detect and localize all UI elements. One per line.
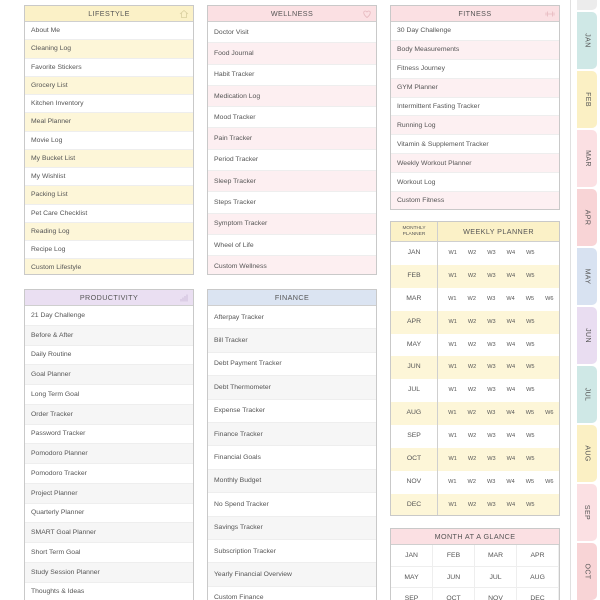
week-link[interactable]: W3 bbox=[487, 341, 496, 348]
week-links bbox=[438, 448, 559, 471]
week-link[interactable]: W2 bbox=[467, 364, 477, 371]
finance-item[interactable]: Subscription Tracker bbox=[208, 540, 376, 563]
weekly-row bbox=[391, 471, 559, 494]
glance-month-link[interactable]: JAN bbox=[391, 545, 433, 567]
productivity-item[interactable]: Order Tracker bbox=[25, 405, 193, 425]
month-link[interactable]: MAY bbox=[391, 334, 438, 357]
week-link[interactable]: W2 bbox=[467, 456, 477, 463]
wellness-panel bbox=[207, 5, 377, 275]
finance-item[interactable]: Custom Finance bbox=[208, 587, 376, 600]
week-link[interactable]: W4 bbox=[506, 387, 516, 394]
productivity-item[interactable]: Before & After bbox=[25, 326, 193, 346]
tab-feb[interactable] bbox=[577, 71, 597, 128]
week-link[interactable]: W6 bbox=[545, 295, 554, 302]
weekly-row bbox=[391, 448, 559, 471]
week-link[interactable]: W1 bbox=[448, 272, 457, 279]
month-at-a-glance-panel bbox=[390, 528, 560, 600]
week-link[interactable]: W3 bbox=[487, 250, 496, 256]
glance-month-link[interactable]: MAR bbox=[475, 545, 517, 567]
week-link[interactable]: W5 bbox=[525, 410, 535, 417]
glance-month-link[interactable]: MAY bbox=[391, 567, 433, 589]
lifestyle-item[interactable]: Favorite Stickers bbox=[25, 59, 193, 77]
fitness-item[interactable]: 30 Day Challenge bbox=[391, 22, 559, 41]
week-link[interactable]: W4 bbox=[506, 272, 516, 279]
lifestyle-item[interactable]: My Wishlist bbox=[25, 168, 193, 186]
glance-month-link[interactable]: NOV bbox=[475, 588, 517, 600]
finance-item[interactable]: Debt Payment Tracker bbox=[208, 353, 376, 376]
month-link[interactable]: JUN bbox=[391, 356, 438, 379]
productivity-item[interactable]: Daily Routine bbox=[25, 346, 193, 366]
tab-label: MAY bbox=[583, 268, 591, 285]
finance-panel bbox=[207, 289, 377, 600]
weekly-row bbox=[391, 425, 559, 448]
week-link[interactable]: W2 bbox=[467, 410, 476, 417]
week-link[interactable]: W5 bbox=[526, 318, 535, 325]
finance-item[interactable]: No Spend Tracker bbox=[208, 493, 376, 516]
month-at-a-glance-title: MONTH AT A GLANCE bbox=[434, 532, 516, 541]
week-links bbox=[438, 425, 559, 448]
tab-aug[interactable] bbox=[577, 425, 597, 482]
week-link[interactable]: W1 bbox=[448, 501, 457, 508]
week-link[interactable]: W1 bbox=[448, 433, 457, 440]
glance-month-link[interactable]: JUN bbox=[433, 567, 475, 589]
month-link[interactable]: MAR bbox=[391, 288, 438, 311]
wellness-item[interactable]: Mood Tracker bbox=[208, 107, 376, 128]
month-link[interactable]: DEC bbox=[391, 494, 438, 516]
week-link[interactable]: W3 bbox=[487, 433, 496, 440]
week-link[interactable]: W6 bbox=[545, 478, 554, 485]
productivity-item[interactable]: Short Term Goal bbox=[25, 543, 193, 563]
productivity-item[interactable]: Goal Planner bbox=[25, 365, 193, 385]
weekly-row bbox=[391, 242, 559, 265]
weekly-planner-header bbox=[391, 222, 559, 242]
month-link[interactable]: JAN bbox=[391, 242, 438, 265]
tab-label: JUL bbox=[583, 387, 591, 402]
week-link[interactable]: W2 bbox=[467, 433, 477, 440]
tab-label: JAN bbox=[583, 33, 591, 48]
finance-title: FINANCE bbox=[274, 293, 310, 302]
tab-label: MAR bbox=[583, 150, 591, 167]
month-link[interactable]: AUG bbox=[391, 402, 438, 425]
week-links bbox=[438, 265, 559, 288]
week-link[interactable]: W2 bbox=[467, 501, 477, 508]
tab-label: SEP bbox=[583, 504, 591, 521]
lifestyle-item[interactable]: Recipe Log bbox=[25, 241, 193, 259]
glance-month-link[interactable]: SEP bbox=[391, 588, 433, 600]
week-link[interactable]: W4 bbox=[506, 410, 515, 417]
tab-oct[interactable] bbox=[577, 543, 597, 600]
week-link[interactable]: W3 bbox=[487, 272, 496, 279]
week-link[interactable]: W4 bbox=[506, 501, 516, 508]
tab-label: OCT bbox=[583, 563, 591, 580]
finance-item[interactable]: Financial Goals bbox=[208, 446, 376, 469]
week-link[interactable]: W5 bbox=[526, 341, 535, 348]
productivity-item[interactable]: Thoughts & Ideas bbox=[25, 583, 193, 600]
productivity-item[interactable]: Study Session Planner bbox=[25, 563, 193, 583]
lifestyle-item[interactable]: Kitchen Inventory bbox=[25, 95, 193, 113]
glance-month-link[interactable]: OCT bbox=[433, 588, 475, 600]
glance-month-link[interactable]: DEC bbox=[517, 588, 559, 600]
week-link[interactable]: W1 bbox=[448, 387, 457, 394]
productivity-item[interactable]: Project Planner bbox=[25, 484, 193, 504]
weekly-planner-panel bbox=[390, 221, 560, 516]
weekly-row bbox=[391, 379, 559, 402]
wellness-item[interactable]: Steps Tracker bbox=[208, 192, 376, 213]
lifestyle-panel bbox=[24, 5, 194, 275]
lifestyle-item[interactable]: Meal Planner bbox=[25, 113, 193, 131]
tab-jun[interactable] bbox=[577, 307, 597, 364]
week-links bbox=[438, 242, 559, 265]
weekly-row bbox=[391, 356, 559, 379]
week-link[interactable]: W3 bbox=[487, 364, 496, 371]
lifestyle-item[interactable]: Cleaning Log bbox=[25, 40, 193, 58]
week-links bbox=[438, 471, 559, 494]
tab-mar[interactable] bbox=[577, 130, 597, 187]
productivity-item[interactable]: Long Term Goal bbox=[25, 385, 193, 405]
finance-header bbox=[208, 290, 376, 306]
finance-item[interactable]: Finance Tracker bbox=[208, 423, 376, 446]
tab-sep[interactable] bbox=[577, 484, 597, 541]
week-link[interactable]: W4 bbox=[506, 364, 516, 371]
glance-month-link[interactable]: FEB bbox=[433, 545, 475, 567]
chart-icon bbox=[179, 293, 189, 303]
weekly-row bbox=[391, 402, 559, 425]
month-at-a-glance-header bbox=[391, 529, 559, 545]
week-link[interactable]: W4 bbox=[506, 456, 516, 463]
month-link[interactable]: SEP bbox=[391, 425, 438, 448]
fitness-title: FITNESS bbox=[458, 9, 492, 18]
week-link[interactable]: W3 bbox=[487, 456, 496, 463]
finance-item[interactable]: Expense Tracker bbox=[208, 400, 376, 423]
tab-label: FEB bbox=[583, 92, 591, 107]
weekly-row bbox=[391, 494, 559, 516]
fitness-item[interactable]: Body Measurements bbox=[391, 41, 559, 60]
productivity-header bbox=[25, 290, 193, 306]
house-icon bbox=[179, 9, 189, 19]
lifestyle-item[interactable]: Packing List bbox=[25, 186, 193, 204]
fitness-header bbox=[391, 6, 559, 22]
week-link[interactable]: W2 bbox=[467, 295, 476, 302]
wellness-item[interactable]: Symptom Tracker bbox=[208, 214, 376, 235]
weekly-planner-title: WEEKLY PLANNER bbox=[463, 227, 534, 236]
finance-item[interactable]: Savings Tracker bbox=[208, 517, 376, 540]
month-link[interactable]: FEB bbox=[391, 265, 438, 288]
week-link[interactable]: W5 bbox=[526, 272, 535, 279]
productivity-item[interactable]: Password Tracker bbox=[25, 425, 193, 445]
glance-month-link[interactable]: AUG bbox=[517, 567, 559, 589]
finance-item[interactable]: Yearly Financial Overview bbox=[208, 563, 376, 586]
lifestyle-item[interactable]: Grocery List bbox=[25, 77, 193, 95]
wellness-item[interactable]: Food Journal bbox=[208, 43, 376, 64]
finance-item[interactable]: Bill Tracker bbox=[208, 329, 376, 352]
productivity-panel bbox=[24, 289, 194, 600]
week-link[interactable]: W2 bbox=[467, 478, 476, 485]
weekly-row bbox=[391, 311, 559, 334]
weekly-row bbox=[391, 288, 559, 311]
productivity-title: PRODUCTIVITY bbox=[79, 293, 139, 302]
week-link[interactable]: W3 bbox=[486, 410, 496, 417]
week-link[interactable]: W2 bbox=[467, 318, 477, 325]
week-link[interactable]: W5 bbox=[526, 433, 535, 440]
tab-apr[interactable] bbox=[577, 189, 597, 246]
week-link[interactable]: W2 bbox=[467, 341, 477, 348]
week-links bbox=[438, 356, 559, 379]
finance-item[interactable]: Monthly Budget bbox=[208, 470, 376, 493]
lifestyle-item[interactable]: Pet Care Checklist bbox=[25, 205, 193, 223]
lifestyle-item[interactable]: Reading Log bbox=[25, 223, 193, 241]
wellness-item[interactable]: Habit Tracker bbox=[208, 65, 376, 86]
month-link[interactable]: APR bbox=[391, 311, 438, 334]
productivity-item[interactable]: Quarterly Planner bbox=[25, 504, 193, 524]
week-link[interactable]: W3 bbox=[487, 318, 496, 325]
week-link[interactable]: W5 bbox=[526, 501, 535, 508]
lifestyle-header bbox=[25, 6, 193, 22]
finance-item[interactable]: Afterpay Tracker bbox=[208, 306, 376, 329]
week-link[interactable]: W4 bbox=[506, 478, 515, 485]
week-link[interactable]: W4 bbox=[506, 341, 516, 348]
tab-may[interactable] bbox=[577, 248, 597, 305]
wellness-item[interactable]: Period Tracker bbox=[208, 150, 376, 171]
fitness-item[interactable]: Running Log bbox=[391, 116, 559, 135]
week-link[interactable]: W1 bbox=[448, 410, 457, 417]
fitness-item[interactable]: Intermittent Fasting Tracker bbox=[391, 98, 559, 117]
lifestyle-item[interactable]: Movie Log bbox=[25, 132, 193, 150]
lifestyle-item[interactable]: Custom Lifestyle bbox=[25, 259, 193, 275]
wellness-item[interactable]: Sleep Tracker bbox=[208, 171, 376, 192]
fitness-item[interactable]: Custom Fitness bbox=[391, 192, 559, 210]
week-link[interactable]: W1 bbox=[448, 341, 457, 348]
month-tab-strip bbox=[577, 0, 600, 600]
week-link[interactable]: W5 bbox=[525, 295, 535, 302]
fitness-item[interactable]: Vitamin & Supplement Tracker bbox=[391, 135, 559, 154]
week-link[interactable]: W2 bbox=[467, 250, 477, 256]
weekly-planner-rows bbox=[391, 242, 559, 516]
week-link[interactable]: W1 bbox=[448, 295, 457, 302]
week-link[interactable]: W2 bbox=[467, 272, 477, 279]
lifestyle-item[interactable]: My Bucket List bbox=[25, 150, 193, 168]
week-link[interactable]: W1 bbox=[448, 318, 457, 325]
week-links bbox=[438, 379, 559, 402]
productivity-item[interactable]: SMART Goal Planner bbox=[25, 523, 193, 543]
page-divider bbox=[570, 0, 571, 600]
week-link[interactable]: W5 bbox=[526, 387, 535, 394]
week-links bbox=[438, 402, 559, 425]
week-links bbox=[438, 311, 559, 334]
week-link[interactable]: W5 bbox=[526, 456, 535, 463]
wellness-header bbox=[208, 6, 376, 22]
week-links bbox=[438, 494, 559, 516]
wellness-item[interactable]: Doctor Visit bbox=[208, 22, 376, 43]
tab-label: AUG bbox=[583, 445, 591, 462]
fitness-item[interactable]: GYM Planner bbox=[391, 79, 559, 98]
productivity-item[interactable]: Pomodoro Tracker bbox=[25, 464, 193, 484]
fitness-item[interactable]: Weekly Workout Planner bbox=[391, 154, 559, 173]
wellness-item[interactable]: Medication Log bbox=[208, 86, 376, 107]
week-link[interactable]: W4 bbox=[506, 318, 516, 325]
tab-label: JUN bbox=[583, 328, 591, 343]
week-link[interactable]: W3 bbox=[487, 501, 496, 508]
week-link[interactable]: W1 bbox=[448, 478, 457, 485]
week-link[interactable]: W2 bbox=[467, 387, 477, 394]
dumbbell-icon bbox=[545, 9, 555, 19]
fitness-panel bbox=[390, 5, 560, 210]
wellness-title: WELLNESS bbox=[270, 9, 314, 18]
month-link[interactable]: JUL bbox=[391, 379, 438, 402]
week-link[interactable]: W6 bbox=[545, 410, 554, 417]
week-link[interactable]: W5 bbox=[526, 364, 535, 371]
heart-icon bbox=[362, 9, 372, 19]
week-link[interactable]: W4 bbox=[506, 250, 516, 256]
week-link[interactable]: W3 bbox=[487, 387, 496, 394]
week-link[interactable]: W4 bbox=[506, 433, 516, 440]
finance-item[interactable]: Debt Thermometer bbox=[208, 376, 376, 399]
fitness-item[interactable]: Workout Log bbox=[391, 173, 559, 192]
week-link[interactable]: W3 bbox=[486, 295, 496, 302]
tab-stub bbox=[577, 0, 597, 10]
week-link[interactable]: W4 bbox=[506, 295, 515, 302]
week-link[interactable]: W5 bbox=[525, 478, 535, 485]
week-link[interactable]: W1 bbox=[448, 250, 457, 256]
tab-jan[interactable] bbox=[577, 12, 597, 69]
week-link[interactable]: W5 bbox=[526, 250, 535, 256]
monthly-planner-label: MONTHLY PLANNER bbox=[391, 222, 438, 241]
week-link[interactable]: W1 bbox=[448, 456, 457, 463]
weekly-row bbox=[391, 265, 559, 288]
fitness-item[interactable]: Fitness Journey bbox=[391, 60, 559, 79]
month-at-a-glance-grid bbox=[391, 545, 559, 600]
week-links bbox=[438, 288, 559, 311]
week-links bbox=[438, 334, 559, 357]
tab-label: APR bbox=[583, 209, 591, 226]
week-link[interactable]: W1 bbox=[448, 364, 457, 371]
productivity-item[interactable]: Pomodoro Planner bbox=[25, 444, 193, 464]
weekly-row bbox=[391, 334, 559, 357]
glance-month-link[interactable]: JUL bbox=[475, 567, 517, 589]
lifestyle-title: LIFESTYLE bbox=[88, 9, 130, 18]
wellness-item[interactable]: Wheel of Life bbox=[208, 235, 376, 256]
month-link[interactable]: OCT bbox=[391, 448, 438, 471]
wellness-item[interactable]: Pain Tracker bbox=[208, 128, 376, 149]
wellness-item[interactable]: Custom Wellness bbox=[208, 256, 376, 275]
glance-month-link[interactable]: APR bbox=[517, 545, 559, 567]
lifestyle-item[interactable]: About Me bbox=[25, 22, 193, 40]
month-link[interactable]: NOV bbox=[391, 471, 438, 494]
tab-jul[interactable] bbox=[577, 366, 597, 423]
productivity-item[interactable]: 21 Day Challenge bbox=[25, 306, 193, 326]
week-link[interactable]: W3 bbox=[486, 478, 496, 485]
